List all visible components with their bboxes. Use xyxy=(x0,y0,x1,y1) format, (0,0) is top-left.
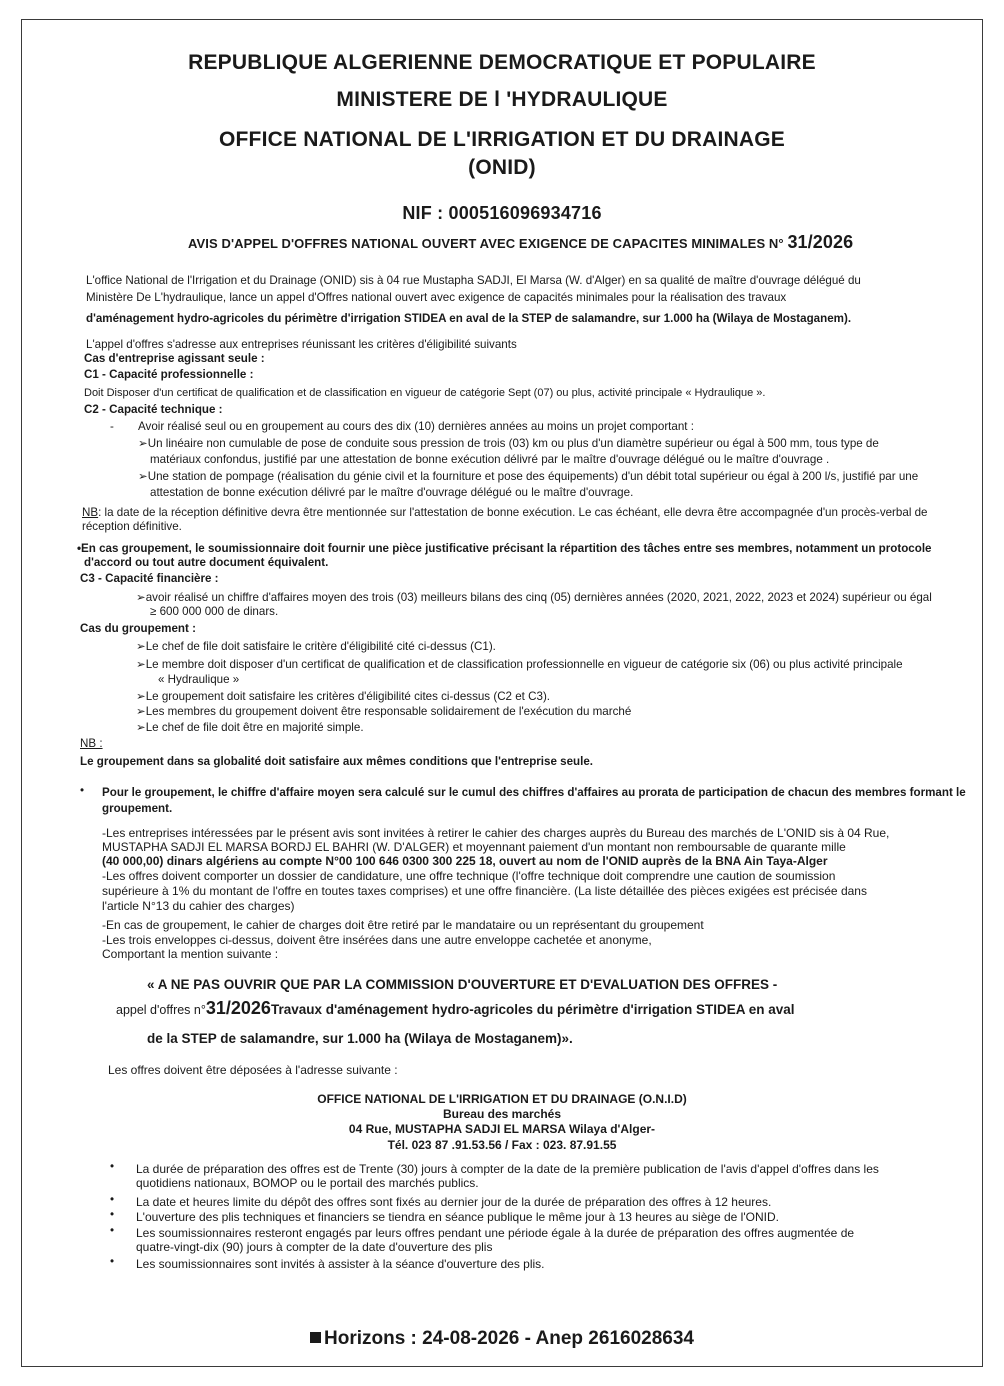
arrow-bullet-icon: ➢ xyxy=(138,470,148,483)
arrow-bullet-icon: ➢ xyxy=(138,437,148,450)
conditions-line-3: (40 000,00) dinars algériens au compte N°00 100 646 0300 300 225 18, ouvert au nom de l'ONID auprès de la BNA Ain Taya-Alger xyxy=(102,854,828,868)
mention-line-1: « A NE PAS OUVRIR QUE PAR LA COMMISSION D'OUVERTURE ET D'EVALUATION DES OFFRES - xyxy=(147,977,778,992)
arrow-bullet-icon: ➢ xyxy=(136,705,146,718)
intro-line-1: L'office National de l'Irrigation et du Drainage (ONID) sis à 04 rue Mustapha SADJI, El Marsa (W. d'Alger) en sa qualité de maître d'ouvrage délégué du xyxy=(86,274,861,287)
conditions-line-5: supérieure à 1% du montant de l'offre en toutes taxes comprises) et une offre financière. (La liste détaillée des pièces exigées est précisée dans xyxy=(102,884,867,898)
conditions-line-8: -Les trois enveloppes ci-dessus, doivent être insérées dans une autre enveloppe cachetée et anonyme, xyxy=(102,933,652,947)
arrow-bullet-icon: ➢ xyxy=(136,658,146,671)
c2-item-a-line-1 xyxy=(138,437,879,451)
turnover-line-1: Pour le groupement, le chiffre d'affaire moyen sera calculé sur le cumul des chiffres d'affaires au prorata de participation de chacun des membres formant le xyxy=(102,786,966,799)
mention-number: 31/2026 xyxy=(205,998,271,1018)
c3-line-2: ≥ 600 000 000 de dinars. xyxy=(150,605,279,618)
square-bullet-icon xyxy=(310,1332,321,1343)
conditions-line-1: -Les entreprises intéressées par le présent avis sont invitées à retirer le cahier des charges auprès du Bureau des marchés de L'ONID sis à 04 Rue, xyxy=(102,826,890,840)
address-bureau: Bureau des marchés xyxy=(442,1107,562,1121)
header-office: OFFICE NATIONAL DE L'IRRIGATION ET DU DRAINAGE xyxy=(218,128,786,151)
intro-line-2: Ministère De L'hydraulique, lance un appel d'Offres national ouvert avec exigence de capacités minimales pour la réalisation des travaux xyxy=(86,291,787,304)
group-item-5-text: Le chef de file doit être en majorité simple. xyxy=(145,721,364,734)
c3-heading: C3 - Capacité financière : xyxy=(80,572,219,585)
group-item-1-text: Le chef de file doit satisfaire le critère d'éligibilité cité ci-dessus (C1). xyxy=(145,640,496,653)
avis-title xyxy=(188,232,853,253)
bullet-dot-icon: • xyxy=(110,1224,115,1237)
nb1-text: : la date de la réception définitive devra être mentionnée sur l'attestation de bonne exécution. Le cas échéant, elle devra être accompagnée d'un procès-verbal de xyxy=(98,506,928,519)
bullet-dot-icon: • xyxy=(110,1193,115,1206)
c2-heading: C2 - Capacité technique : xyxy=(84,403,223,416)
conditions-line-4: -Les offres doivent comporter un dossier de candidature, une offre technique (l'offre technique doit comprendre une caution de soumission xyxy=(102,869,836,883)
footer-publication xyxy=(0,1328,1004,1350)
group-item-4-text: Les membres du groupement doivent être responsable solidairement de l'exécution du marché xyxy=(145,705,632,718)
intro-line-3: d'aménagement hydro-agricoles du périmètre d'irrigation STIDEA en aval de la STEP de salamandre, sur 1.000 ha (Wilaya de Mostaganem). xyxy=(86,312,852,325)
criteria-intro: L'appel d'offres s'adresse aux entreprises réunissant les critères d'éligibilité suivants xyxy=(86,338,517,351)
c1-heading: C1 - Capacité professionnelle : xyxy=(84,368,254,381)
avis-title-text: AVIS D'APPEL D'OFFRES NATIONAL OUVERT AVEC EXIGENCE DE CAPACITES MINIMALES N° xyxy=(188,236,784,251)
nb1-line-1 xyxy=(82,506,928,520)
c3-text: avoir réalisé un chiffre d'affaires moyen des trois (03) meilleurs bilans des cinq (05) dernières années (2020, 2021, 2022, 2023 et 2024) supérieur ou égal xyxy=(145,591,932,604)
footer-text: Horizons : 24-08-2026 - Anep 2616028634 xyxy=(324,1328,694,1349)
nb1-label: NB xyxy=(82,506,99,519)
group-item-4 xyxy=(136,705,631,719)
header-acronym: (ONID) xyxy=(468,156,536,179)
case-single-heading: Cas d'entreprise agissant seule : xyxy=(84,352,265,365)
note-3: L'ouverture des plis techniques et financiers se tiendra en séance publique le même jour à 13 heures au siège de l'ONID. xyxy=(136,1210,779,1224)
address-tel: Tél. 023 87 .91.53.56 / Fax : 023. 87.91.55 xyxy=(387,1138,617,1152)
group-item-3-text: Le groupement doit satisfaire les critères d'éligibilité cites ci-dessus (C2 et C3). xyxy=(145,690,551,703)
group-item-5 xyxy=(136,721,364,735)
c2-item-b-text: Une station de pompage (réalisation du génie civil et la fourniture et pose des équipements) d'un débit total supérieur ou égal à 200 l/s, justifié par une xyxy=(147,470,919,483)
c2-item-a-text: Un linéaire non cumulable de pose de conduite sous pression de trois (03) km ou plus d'un diamètre supérieur ou égal à 500 mm, tous type de xyxy=(147,437,879,450)
group-item-3 xyxy=(136,690,550,704)
c2-item-a-line-2: matériaux confondus, justifié par une attestation de bonne exécution délivré par le maître d'ouvrage délégué ou le maître d'ouvrage . xyxy=(150,453,830,466)
bullet-dot-icon: • xyxy=(110,1160,115,1173)
group-item-1 xyxy=(136,640,496,654)
c2-item-b-line-1 xyxy=(138,470,918,484)
group-doc-line-1: •En cas groupement, le soumissionnaire doit fournir une pièce justificative précisant la répartition des tâches entre ses membres, notamment un protocole xyxy=(77,542,932,555)
note-5: Les soumissionnaires sont invités à assister à la séance d'ouverture des plis. xyxy=(136,1257,545,1271)
bullet-dot-icon: • xyxy=(110,1255,115,1268)
arrow-bullet-icon: ➢ xyxy=(136,721,146,734)
arrow-bullet-icon: ➢ xyxy=(136,640,146,653)
address-org: OFFICE NATIONAL DE L'IRRIGATION ET DU DRAINAGE (O.N.I.D) xyxy=(317,1092,687,1106)
c2-bullet-dash: - xyxy=(110,420,114,433)
note-4-line-1: Les soumissionnaires resteront engagés par leurs offres pendant une période égale à la durée de préparation des offres augmentée de xyxy=(136,1226,855,1240)
note-4-line-2: quatre-vingt-dix (90) jours à compter de la date d'ouverture des plis xyxy=(136,1240,493,1254)
address-intro: Les offres doivent être déposées à l'adresse suivante : xyxy=(108,1063,398,1077)
header-ministry: MINISTERE DE l 'HYDRAULIQUE xyxy=(336,88,668,111)
case-group-heading: Cas du groupement : xyxy=(80,622,196,635)
conditions-line-9: Comportant la mention suivante : xyxy=(102,947,279,961)
arrow-bullet-icon: ➢ xyxy=(136,690,146,703)
group-item-2-text: Le membre doit disposer d'un certificat de qualification et de classification professionnelle en vigueur de catégorie six (06) ou plus activité principale xyxy=(145,658,903,671)
c1-text: Doit Disposer d'un certificat de qualification et de classification en vigueur de catégorie Sept (07) ou plus, activité principale « Hydraulique ». xyxy=(84,387,766,399)
nb2-text: Le groupement dans sa globalité doit satisfaire aux mêmes conditions que l'entreprise seule. xyxy=(80,755,594,768)
note-1-line-1: La durée de préparation des offres est de Trente (30) jours à compter de la date de la première publication de l'avis d'appel d'offres dans les xyxy=(136,1162,879,1176)
conditions-line-2: MUSTAPHA SADJI EL MARSA BORDJ EL BAHRI (W. D'ALGER) et moyennant paiement d'un montant non remboursable de quarante mille xyxy=(102,840,846,854)
nb1-line-2: réception définitive. xyxy=(82,520,182,533)
note-1-line-2: quotidiens nationaux, BOMOP ou le portail des marchés publics. xyxy=(136,1176,479,1190)
mention-works: Travaux d'aménagement hydro-agricoles du périmètre d'irrigation STIDEA en aval xyxy=(270,1002,795,1017)
group-item-2 xyxy=(136,658,903,672)
group-doc-line-2: d'accord ou tout autre document équivalent. xyxy=(84,556,329,569)
turnover-line-2: groupement. xyxy=(102,802,173,815)
mention-prefix: appel d'offres n° xyxy=(116,1003,206,1017)
bullet-dot-icon: • xyxy=(110,1208,115,1221)
arrow-bullet-icon: ➢ xyxy=(136,591,146,604)
address-street: 04 Rue, MUSTAPHA SADJI EL MARSA Wilaya d'Alger- xyxy=(348,1122,656,1136)
note-2: La date et heures limite du dépôt des offres sont fixés au dernier jour de la durée de préparation des offres à 12 heures. xyxy=(136,1195,772,1209)
header-republic: REPUBLIQUE ALGERIENNE DEMOCRATIQUE ET POPULAIRE xyxy=(188,51,816,74)
conditions-line-7: -En cas de groupement, le cahier de charges doit être retiré par le mandataire ou un représentant du groupement xyxy=(102,918,704,932)
avis-number: 31/2026 xyxy=(787,232,854,252)
group-item-2-cont: « Hydraulique » xyxy=(158,673,240,686)
mention-line-2 xyxy=(116,1000,795,1019)
c2-intro: Avoir réalisé seul ou en groupement au cours des dix (10) dernières années au moins un projet comportant : xyxy=(138,420,694,433)
bullet-dot-icon: • xyxy=(80,784,85,797)
c2-item-b-line-2: attestation de bonne exécution délivré par le maître d'ouvrage délégué ou le maître d'ouvrage. xyxy=(150,486,634,499)
c3-line-1 xyxy=(136,591,932,605)
mention-line-3: de la STEP de salamandre, sur 1.000 ha (Wilaya de Mostaganem)». xyxy=(147,1031,573,1046)
nb2-label: NB : xyxy=(80,737,103,750)
conditions-line-6: l'article N°13 du cahier des charges) xyxy=(102,899,295,913)
nif-number: NIF : 000516096934716 xyxy=(402,203,602,223)
